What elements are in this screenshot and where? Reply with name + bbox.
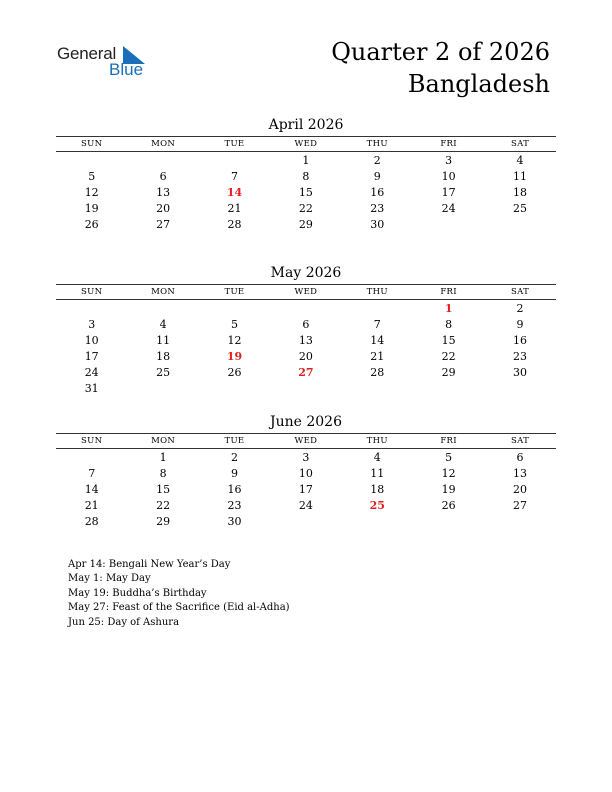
day-cell: 20 [298, 350, 313, 363]
day-cell: 2 [373, 154, 381, 167]
day-cell: 21 [370, 350, 385, 363]
empty-day-cell [270, 301, 341, 317]
day-cell: 5 [88, 170, 96, 183]
weekday-label: FRI [440, 436, 457, 446]
empty-day-cell [270, 381, 341, 397]
quarter-title: Quarter 2 of 2026 [331, 38, 550, 66]
day-cell: 30 [370, 218, 385, 231]
empty-day-cell [56, 450, 127, 466]
day-cell: 23 [513, 350, 528, 363]
day-cell: 12 [84, 186, 99, 199]
day-cell: 8 [445, 318, 453, 331]
day-cell: 7 [88, 467, 96, 480]
day-cell: 30 [227, 515, 242, 528]
holiday-day-cell: 27 [298, 366, 314, 379]
day-cell: 22 [298, 202, 313, 215]
day-cell: 29 [156, 515, 171, 528]
weekday-label: TUE [224, 436, 245, 446]
day-cell: 16 [513, 334, 528, 347]
empty-day-cell [56, 301, 127, 317]
day-cell: 23 [370, 202, 385, 215]
day-cell: 24 [84, 366, 99, 379]
weekday-label: FRI [440, 139, 457, 149]
holiday-day-cell: 19 [226, 350, 243, 363]
day-cell: 14 [84, 483, 99, 496]
day-cell: 29 [298, 218, 313, 231]
empty-day-cell [199, 301, 270, 317]
holiday-note: May 1: May Day [68, 573, 151, 585]
day-cell: 28 [227, 218, 242, 231]
day-cell: 10 [298, 467, 313, 480]
day-cell: 29 [441, 366, 456, 379]
day-cell: 26 [441, 499, 456, 512]
empty-day-cell [484, 381, 555, 397]
weekday-label: THU [366, 139, 388, 149]
day-cell: 20 [156, 202, 171, 215]
month-title: May 2026 [270, 265, 342, 281]
day-grid [56, 153, 556, 233]
page-title [331, 36, 550, 100]
day-cell: 7 [373, 318, 381, 331]
month-title: June 2026 [269, 414, 342, 430]
weekday-label: SAT [511, 436, 530, 446]
day-cell: 15 [441, 334, 456, 347]
empty-day-cell [127, 381, 198, 397]
day-cell: 26 [84, 218, 99, 231]
day-cell: 22 [441, 350, 456, 363]
day-cell: 6 [302, 318, 310, 331]
empty-day-cell [270, 514, 341, 530]
day-cell: 24 [441, 202, 456, 215]
day-cell: 18 [156, 350, 171, 363]
empty-day-cell [413, 514, 484, 530]
weekday-label: SUN [81, 436, 103, 446]
weekday-label: WED [294, 436, 318, 446]
weekday-label: SAT [511, 139, 530, 149]
empty-day-cell [56, 153, 127, 169]
day-cell: 11 [513, 170, 528, 183]
day-cell: 13 [156, 186, 171, 199]
day-cell: 28 [84, 515, 99, 528]
day-cell: 30 [513, 366, 528, 379]
weekday-header [56, 433, 556, 449]
day-cell: 27 [156, 218, 171, 231]
empty-day-cell [342, 514, 413, 530]
day-cell: 3 [445, 154, 453, 167]
day-cell: 15 [298, 186, 313, 199]
day-cell: 10 [84, 334, 99, 347]
weekday-header [56, 136, 556, 152]
day-cell: 9 [373, 170, 381, 183]
day-cell: 28 [370, 366, 385, 379]
day-cell: 4 [516, 154, 524, 167]
month-may [56, 264, 556, 397]
day-cell: 6 [159, 170, 167, 183]
day-cell: 16 [370, 186, 385, 199]
weekday-label: WED [294, 287, 318, 297]
holiday-note: May 27: Feast of the Sacrifice (Eid al-Adha) [68, 602, 290, 614]
day-cell: 11 [156, 334, 171, 347]
day-cell: 13 [513, 467, 528, 480]
day-cell: 26 [227, 366, 242, 379]
day-cell: 23 [227, 499, 242, 512]
holiday-day-cell: 25 [369, 499, 385, 512]
day-grid [56, 301, 556, 397]
day-cell: 12 [441, 467, 456, 480]
weekday-label: THU [366, 287, 388, 297]
empty-day-cell [413, 217, 484, 233]
holiday-day-cell: 1 [444, 302, 453, 315]
day-cell: 2 [230, 451, 238, 464]
empty-day-cell [342, 381, 413, 397]
empty-day-cell [199, 381, 270, 397]
day-cell: 9 [516, 318, 524, 331]
empty-day-cell [199, 153, 270, 169]
day-cell: 1 [159, 451, 167, 464]
generalblue-logo [57, 44, 157, 84]
weekday-label: MON [151, 436, 176, 446]
country-title: Bangladesh [407, 70, 550, 98]
day-cell: 4 [373, 451, 381, 464]
day-cell: 19 [84, 202, 99, 215]
day-cell: 8 [159, 467, 167, 480]
day-cell: 17 [84, 350, 99, 363]
weekday-label: SAT [511, 287, 530, 297]
weekday-label: MON [151, 139, 176, 149]
weekday-header [56, 284, 556, 300]
holiday-note: Jun 25: Day of Ashura [68, 616, 180, 628]
day-cell: 21 [84, 499, 99, 512]
empty-day-cell [127, 153, 198, 169]
day-cell: 27 [513, 499, 528, 512]
empty-day-cell [413, 381, 484, 397]
logo-text-general: General [57, 44, 117, 63]
day-cell: 16 [227, 483, 242, 496]
day-cell: 5 [230, 318, 238, 331]
day-cell: 25 [156, 366, 171, 379]
weekday-label: FRI [440, 287, 457, 297]
day-cell: 25 [513, 202, 528, 215]
weekday-label: THU [366, 436, 388, 446]
weekday-label: WED [294, 139, 318, 149]
month-title: April 2026 [268, 117, 344, 133]
empty-day-cell [484, 514, 555, 530]
empty-day-cell [342, 301, 413, 317]
logo-text-blue: Blue [109, 60, 144, 79]
holiday-note: May 19: Buddha’s Birthday [68, 587, 207, 599]
day-cell: 11 [370, 467, 385, 480]
weekday-label: MON [151, 287, 176, 297]
day-cell: 2 [516, 302, 524, 315]
day-cell: 10 [441, 170, 456, 183]
day-cell: 22 [156, 499, 171, 512]
weekday-label: SUN [81, 139, 103, 149]
day-cell: 4 [159, 318, 167, 331]
day-cell: 6 [516, 451, 524, 464]
month-april [56, 116, 556, 233]
day-cell: 24 [298, 499, 313, 512]
day-cell: 21 [227, 202, 242, 215]
empty-day-cell [127, 301, 198, 317]
day-cell: 18 [370, 483, 385, 496]
weekday-label: SUN [81, 287, 103, 297]
day-cell: 13 [298, 334, 313, 347]
month-june [56, 413, 556, 530]
day-cell: 3 [88, 318, 96, 331]
weekday-label: TUE [224, 287, 245, 297]
day-cell: 1 [302, 154, 310, 167]
day-grid [56, 450, 556, 530]
day-cell: 17 [298, 483, 313, 496]
day-cell: 8 [302, 170, 310, 183]
empty-day-cell [484, 217, 555, 233]
day-cell: 14 [370, 334, 385, 347]
weekday-label: TUE [224, 139, 245, 149]
day-cell: 12 [227, 334, 242, 347]
day-cell: 15 [156, 483, 171, 496]
day-cell: 19 [441, 483, 456, 496]
holiday-day-cell: 14 [226, 186, 243, 199]
holiday-notes [68, 558, 290, 630]
day-cell: 9 [230, 467, 238, 480]
day-cell: 17 [441, 186, 456, 199]
holiday-note: Apr 14: Bengali New Year’s Day [68, 559, 231, 570]
day-cell: 31 [84, 382, 99, 395]
day-cell: 7 [230, 170, 238, 183]
day-cell: 3 [302, 451, 310, 464]
day-cell: 18 [513, 186, 528, 199]
day-cell: 20 [513, 483, 528, 496]
day-cell: 5 [445, 451, 453, 464]
